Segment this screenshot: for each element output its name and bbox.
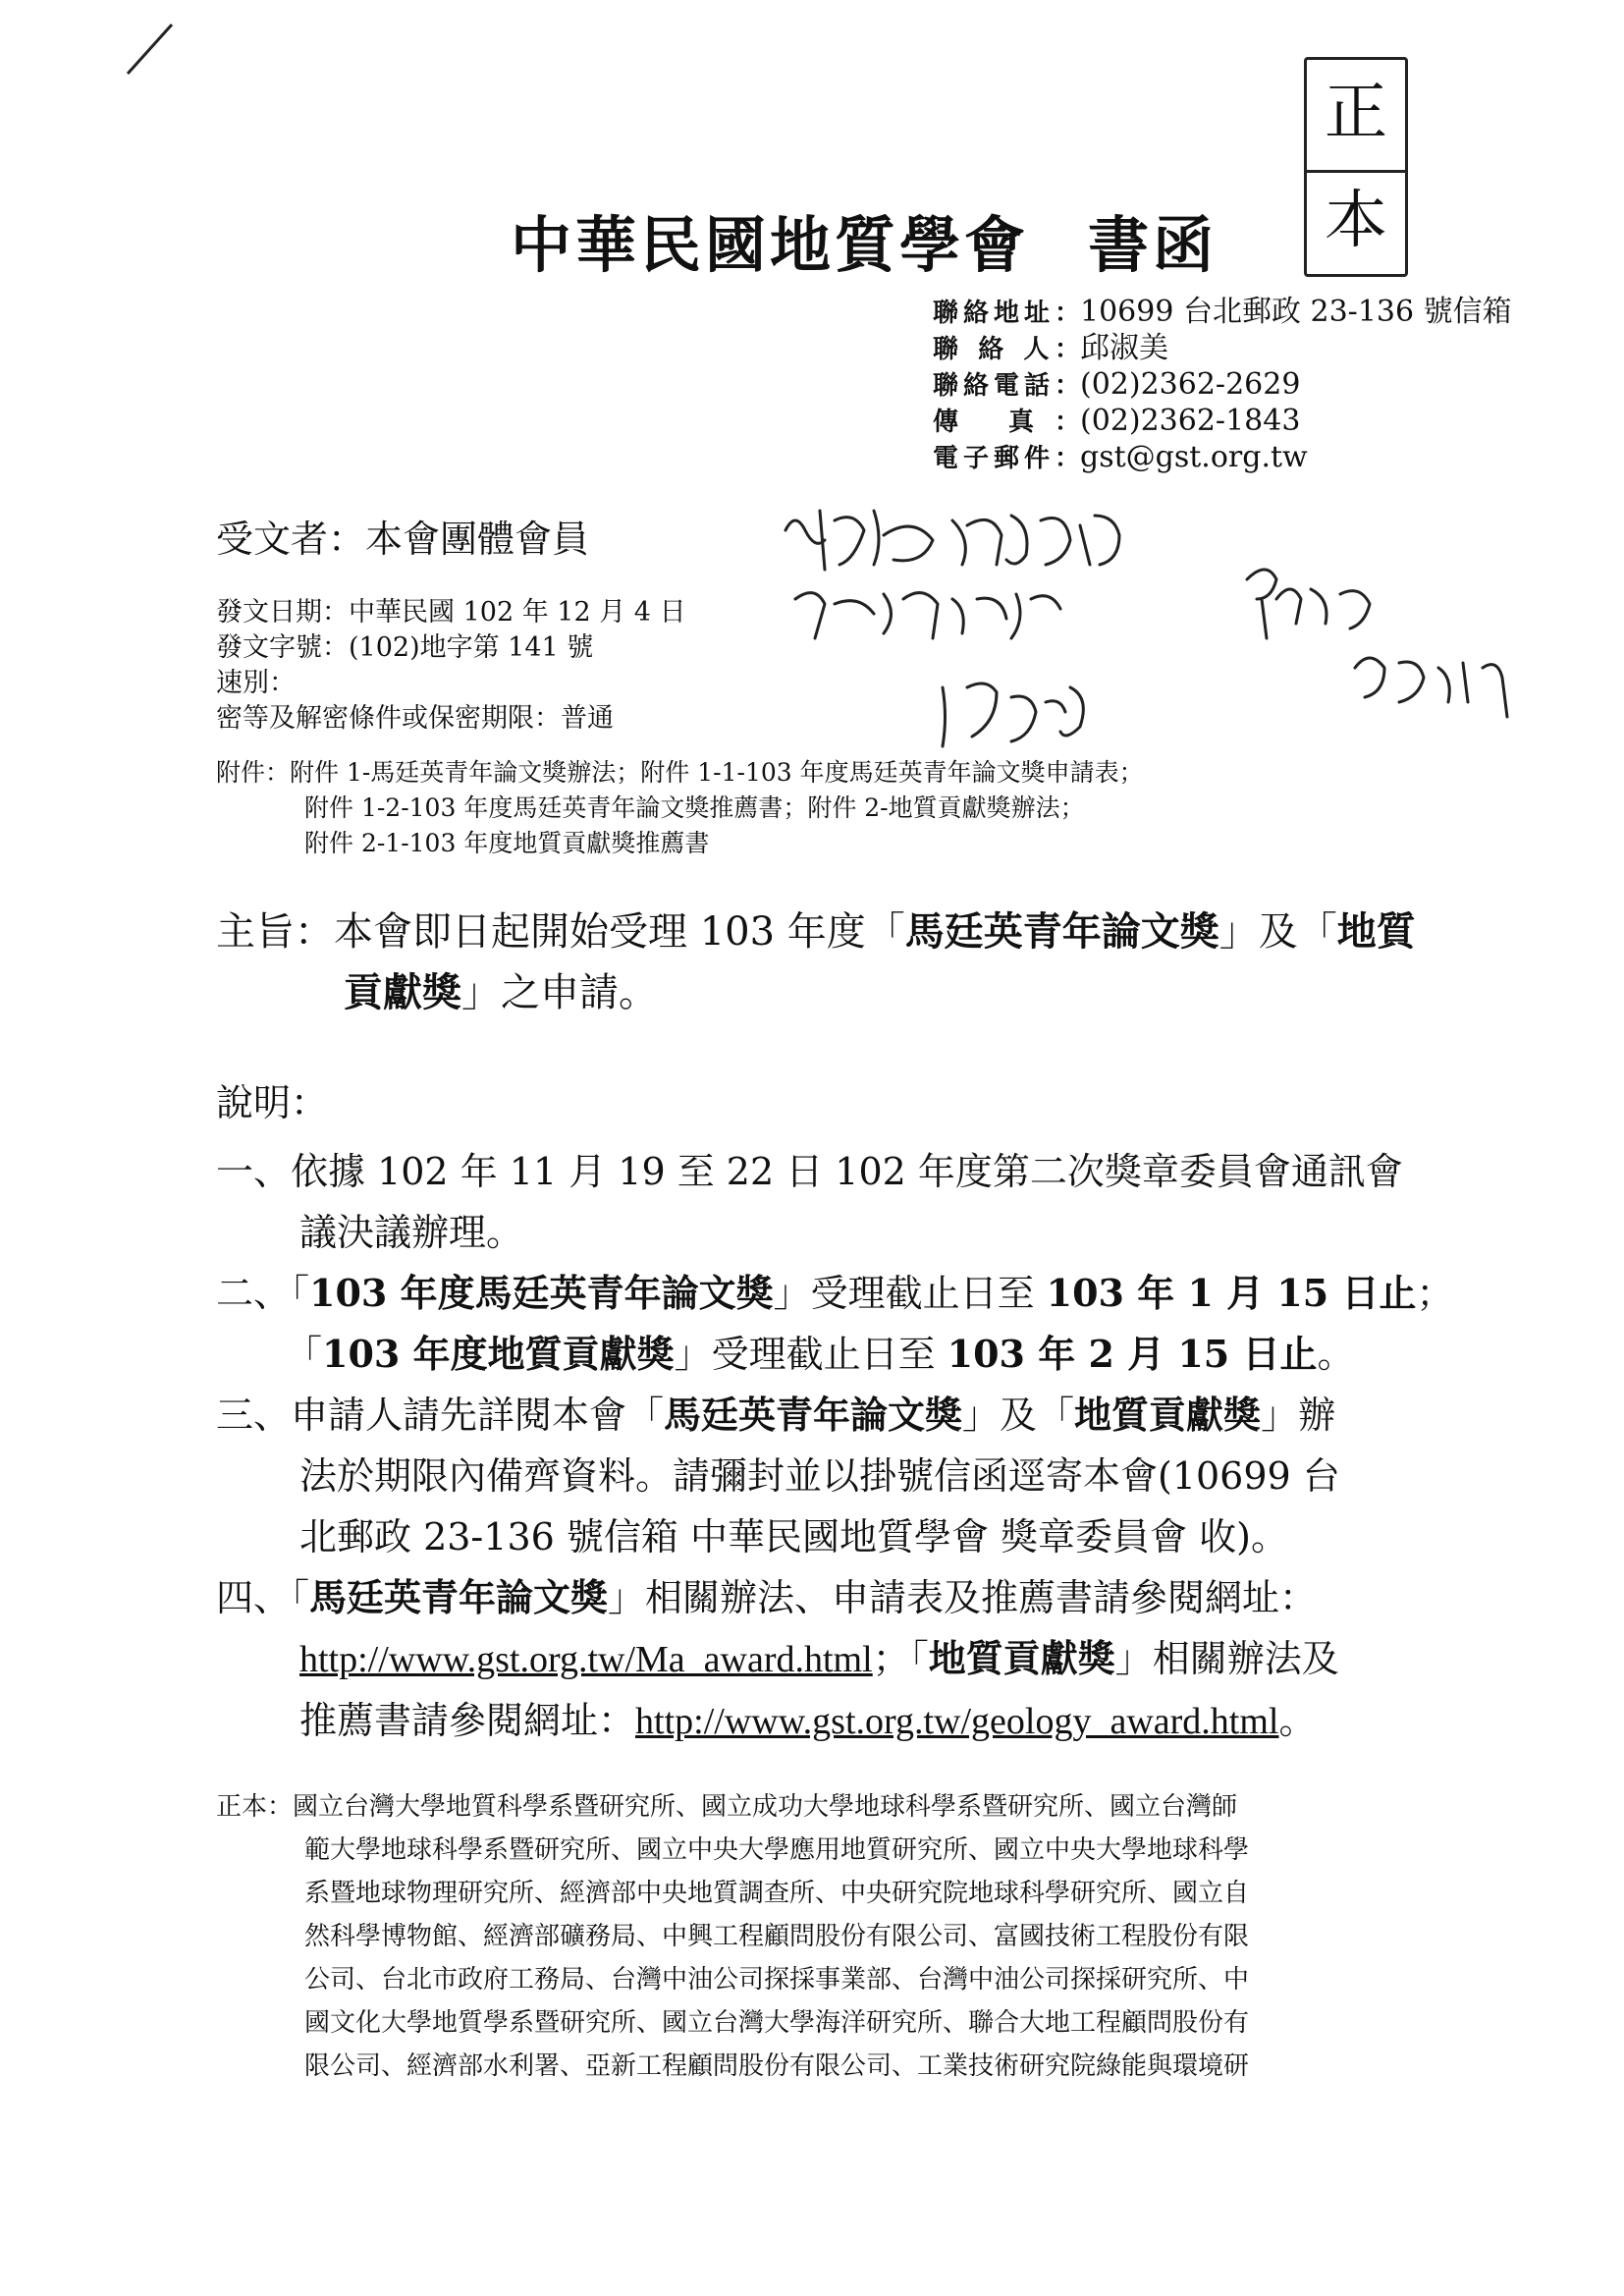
explanation-item-1: 一、依據 102 年 11 月 19 至 22 日 102 年度第二次獎章委員會通訊會: [216, 1150, 1403, 1193]
text: 二、「: [216, 1272, 310, 1315]
text: ；「: [872, 1637, 929, 1680]
contact-fax: (02)2362-1843: [1080, 404, 1301, 438]
text: ；: [1416, 1272, 1454, 1315]
text: 。: [1278, 1699, 1317, 1742]
copies-line: 限公司、經濟部水利署、亞新工程顧問股份有限公司、工業技術研究院綠能與環境研: [304, 2051, 1250, 2081]
contact-phone: (02)2362-2629: [1080, 367, 1301, 402]
contact-label: 電子郵件：: [933, 444, 1080, 473]
contact-fax-row: [933, 404, 1512, 440]
award-name: 103 年度地質貢獻獎: [322, 1332, 675, 1376]
subject-text: 」及「: [1218, 909, 1337, 955]
contact-label: 聯絡電話：: [933, 371, 1080, 401]
subject-text: 本會即日起開始受理 103 年度「: [334, 909, 905, 955]
dispatch-security: 密等及解密條件或保密期限：普通: [216, 703, 614, 734]
subject-text: 」之申請。: [461, 970, 658, 1015]
text: 四、「: [216, 1576, 310, 1619]
stamp-top-char: 正: [1325, 77, 1387, 149]
attachment-line: 附件 1-2-103 年度馬廷英青年論文獎推薦書；附件 2-地質貢獻獎辦法；: [304, 793, 1085, 822]
dispatch-date: 發文日期：中華民國 102 年 12 月 4 日: [216, 597, 686, 628]
text: 」受理截止日至: [674, 1333, 947, 1376]
handwritten-annotation-right: [1267, 570, 1551, 727]
explanation-item-2-cont: [216, 1324, 1532, 1385]
stamp-bottom-char: 本: [1325, 185, 1387, 257]
text: 推薦書請參閱網址：: [299, 1699, 636, 1742]
copies-line: 國文化大學地質學系暨研究所、國立台灣大學海洋研究所、聯合大地工程顧問股份有: [304, 2008, 1250, 2038]
subject-label: 主旨：: [216, 909, 334, 955]
document-title: [511, 196, 1218, 284]
explanation-item-3: [216, 1385, 1532, 1446]
explanation-item-1-cont: 議決議辦理。: [299, 1211, 524, 1254]
contact-phone-row: [933, 367, 1512, 404]
copies-line: 公司、台北市政府工務局、台灣中油公司探採事業部、台灣中油公司探採研究所、中: [304, 1965, 1250, 1995]
copies-line: 然科學博物館、經濟部礦務局、中興工程顧問股份有限公司、富國技術工程股份有限: [304, 1922, 1250, 1951]
text: 」受理截止日至: [773, 1272, 1047, 1315]
dispatch-ref-no: 發文字號：(102)地字第 141 號: [216, 632, 594, 663]
explanation-label: 說明：: [216, 1081, 329, 1124]
subject-section: [216, 902, 1522, 1023]
contact-email: gst@gst.org.tw: [1080, 440, 1308, 474]
award-name-ma: 馬廷英青年論文獎: [904, 908, 1219, 955]
explanation-item-4-cont: [216, 1628, 1532, 1690]
contact-address: 10699 台北郵政 23-136 號信箱: [1080, 295, 1512, 329]
explanation-section: [216, 1072, 1532, 1752]
contact-label: 聯絡地址：: [933, 299, 1080, 328]
text: 」相關辦法及: [1114, 1637, 1339, 1680]
subject-line-1: [216, 902, 1522, 962]
text: 「: [285, 1333, 323, 1376]
contact-label: 傳 真：: [933, 408, 1080, 437]
dispatch-meta: [216, 595, 686, 737]
text: 」相關辦法、申請表及推薦書請參閱網址：: [608, 1576, 1318, 1619]
explanation-item-3-cont: 法於期限內備齊資料。請彌封並以掛號信函逕寄本會(10699 台: [299, 1454, 1340, 1498]
deadline-date: 103 年 1 月 15 日止: [1046, 1271, 1417, 1315]
copies-line: 系暨地球物理研究所、經濟部中央地質調查所、中央研究院地球科學研究所、國立自: [304, 1879, 1250, 1908]
copies-line: 範大學地球科學系暨研究所、國立中央大學應用地質研究所、國立中央大學地球科學: [304, 1835, 1250, 1865]
explanation-item-4-cont: [216, 1690, 1532, 1752]
contact-address-row: [933, 295, 1512, 331]
doc-type: 書函: [1088, 209, 1218, 281]
dispatch-priority: 速別：: [216, 668, 296, 698]
award-name-geology: 地質: [1336, 908, 1416, 955]
award-name: 地質貢獻獎: [928, 1636, 1115, 1680]
ma-award-link[interactable]: http://www.gst.org.tw/Ma_award.html: [299, 1639, 873, 1680]
explanation-item-4: [216, 1567, 1532, 1628]
attachment-line: 附件 2-1-103 年度地質貢獻獎推薦書: [304, 829, 710, 857]
text: 三、申請人請先詳閱本會「: [216, 1394, 665, 1437]
copies-recipients: [216, 1785, 1532, 2088]
stamp-divider: [1307, 170, 1405, 173]
original-copy-stamp: [1304, 57, 1408, 277]
attachments-list: [216, 755, 1424, 861]
award-name: 馬廷英青年論文獎: [309, 1575, 609, 1619]
text: 」辦: [1261, 1394, 1336, 1437]
contact-person: 邱淑美: [1080, 331, 1168, 365]
contact-label: 聯 絡 人：: [933, 335, 1080, 364]
explanation-item-2: [216, 1263, 1532, 1324]
award-name: 馬廷英青年論文獎: [664, 1393, 963, 1437]
copies-line: 正本：國立台灣大學地質科學系暨研究所、國立成功大學地球科學系暨研究所、國立台灣師: [216, 1792, 1238, 1822]
subject-line-2: [216, 962, 1522, 1023]
contact-email-row: [933, 440, 1512, 476]
text: 」及「: [962, 1394, 1075, 1437]
award-name: 103 年度馬廷英青年論文獎: [309, 1271, 774, 1315]
geology-award-link[interactable]: http://www.gst.org.tw/geology_award.html: [635, 1701, 1279, 1742]
award-name: 地質貢獻獎: [1074, 1393, 1262, 1437]
handwritten-annotation: [766, 491, 1316, 766]
attachment-line: 附件：附件 1-馬廷英青年論文獎辦法；附件 1-1-103 年度馬廷英青年論文獎申請表；: [216, 758, 1144, 787]
corner-slash-mark: [118, 20, 177, 79]
contact-block: [933, 295, 1512, 476]
deadline-date: 103 年 2 月 15 日止: [947, 1332, 1318, 1376]
text: 。: [1317, 1333, 1355, 1376]
recipient-line: 受文者：本會團體會員: [216, 518, 590, 561]
org-name: 中華民國地質學會: [511, 209, 1030, 281]
contact-person-row: [933, 331, 1512, 367]
award-name-geology: 貢獻獎: [344, 969, 461, 1015]
explanation-item-3-cont: 北郵政 23-136 號信箱 中華民國地質學會 獎章委員會 收)。: [299, 1515, 1288, 1558]
